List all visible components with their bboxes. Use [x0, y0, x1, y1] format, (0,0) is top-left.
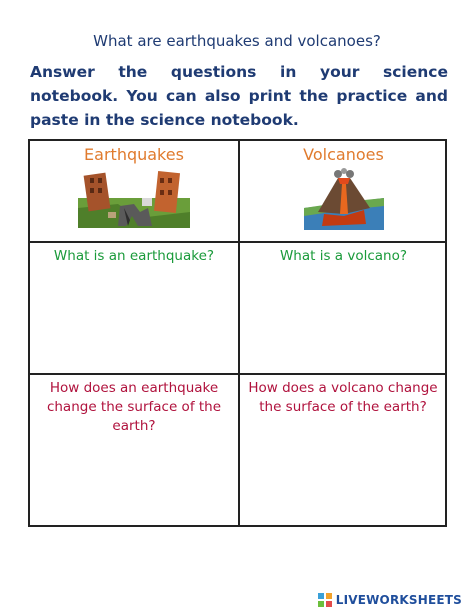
footer-branding — [318, 593, 462, 607]
volcano-question-1: What is a volcano? — [279, 248, 408, 264]
volcanoes-header-cell — [240, 145, 447, 234]
volcano-question-2: How does a volcano change the surface of the earth? — [248, 380, 438, 415]
worksheet-table — [28, 139, 447, 527]
volcanoes-header: Volcanoes — [303, 145, 384, 164]
footer-brand-text: LIVEWORKSHEETS — [335, 593, 462, 607]
earthquake-question-2: How does an earthquake change the surface of the earth? — [46, 380, 222, 434]
row-divider — [30, 241, 445, 243]
earthquakes-header-cell — [30, 145, 238, 232]
earthquake-question-1: What is an earthquake? — [53, 248, 215, 264]
row-divider — [30, 373, 445, 375]
earthquakes-header: Earthquakes — [84, 145, 184, 164]
page-title: What are earthquakes and volcanoes? — [93, 32, 381, 50]
earthquake-image — [78, 168, 190, 228]
volcano-image — [304, 168, 384, 230]
liveworksheets-logo-icon — [318, 593, 332, 607]
instructions-text: Answer the questions in your science notebook. You can also print the practice and paste in the science notebook. — [30, 63, 448, 129]
